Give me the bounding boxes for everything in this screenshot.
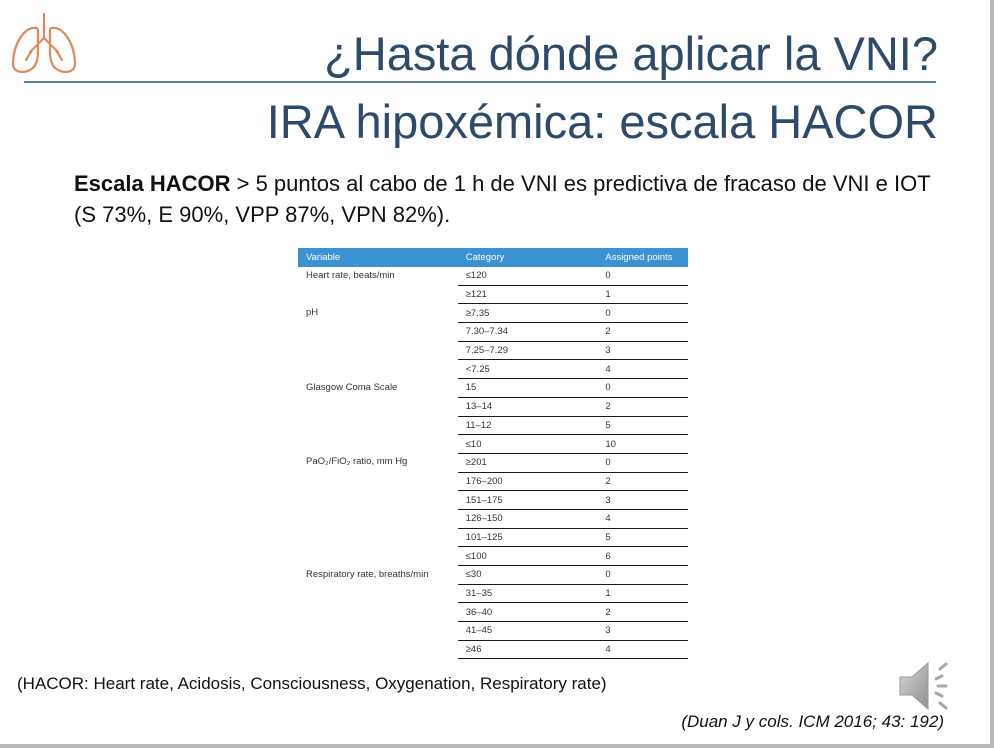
table-header-row (298, 248, 688, 267)
header-points: Assigned points (597, 248, 688, 267)
lungs-icon (8, 10, 80, 78)
category-cell: 101–125 (458, 528, 598, 547)
points-cell: 3 (597, 341, 688, 360)
table-row (298, 453, 688, 472)
table-row (298, 379, 688, 398)
category-cell: ≥46 (458, 640, 598, 659)
points-cell: 3 (597, 622, 688, 641)
points-cell: 4 (597, 360, 688, 379)
points-cell: 5 (597, 416, 688, 435)
variable-cell: Glasgow Coma Scale (306, 381, 398, 393)
footnote: (HACOR: Heart rate, Acidosis, Consciousness, Oxygenation, Respiratory rate) (17, 674, 607, 693)
variable-cell: PaO₂/FiO₂ ratio, mm Hg (306, 456, 408, 468)
points-cell: 0 (597, 453, 688, 472)
points-cell: 4 (597, 509, 688, 528)
points-cell: 4 (597, 640, 688, 659)
category-cell: <7.25 (458, 360, 598, 379)
slide-right-border (990, 0, 994, 748)
category-cell: 31–35 (458, 584, 598, 603)
citation: (Duan J y cols. ICM 2016; 43: 192) (681, 712, 944, 731)
category-cell: 13–14 (458, 397, 598, 416)
category-cell: 7.25–7.29 (458, 341, 598, 360)
points-cell: 2 (597, 323, 688, 342)
intro-text: > 5 puntos al cabo de 1 h de VNI es predictiva de fracaso de VNI e IOT (S 73%, E 90%, VPP 87%, VPN 82%). (74, 171, 931, 227)
slide-bottom-border (0, 744, 994, 748)
category-cell: 11–12 (458, 416, 598, 435)
header-variable: Variable (298, 248, 458, 267)
variable-cell: Respiratory rate, breaths/min (306, 568, 429, 580)
variable-cell: Heart rate, beats/min (306, 270, 395, 281)
category-cell: 7.30–7.34 (458, 323, 598, 342)
category-cell: 126–150 (458, 509, 598, 528)
points-cell: 0 (597, 304, 688, 323)
slide-title-line1: ¿Hasta dónde aplicar la VNI? (324, 27, 938, 80)
points-cell: 0 (597, 379, 688, 398)
category-cell: ≥201 (458, 453, 598, 472)
points-cell: 2 (597, 397, 688, 416)
points-cell: 5 (597, 528, 688, 547)
hacor-table (298, 248, 688, 659)
points-cell: 1 (597, 584, 688, 603)
points-cell: 6 (597, 547, 688, 566)
category-cell: 36–40 (458, 603, 598, 622)
points-cell: 3 (597, 491, 688, 510)
header-category: Category (458, 248, 598, 267)
speaker-icon[interactable] (894, 655, 958, 717)
category-cell: 15 (458, 379, 598, 398)
category-cell: ≥7.35 (458, 304, 598, 323)
variable-cell: pH (306, 306, 319, 318)
table-body (298, 267, 688, 659)
table-row (298, 304, 688, 323)
intro-paragraph (74, 168, 934, 230)
category-cell: 41–45 (458, 622, 598, 641)
points-cell: 2 (597, 603, 688, 622)
points-cell: 10 (597, 435, 688, 454)
category-cell: ≤10 (458, 435, 598, 454)
points-cell: 0 (597, 566, 688, 585)
points-cell: 0 (597, 267, 688, 285)
category-cell: ≥121 (458, 285, 598, 304)
category-cell: ≤100 (458, 547, 598, 566)
table-row (298, 267, 688, 285)
intro-bold-term: Escala HACOR (74, 171, 231, 196)
slide-title-line2: IRA hipoxémica: escala HACOR (266, 95, 938, 148)
table-row (298, 566, 688, 585)
points-cell: 1 (597, 285, 688, 304)
category-cell: 176–200 (458, 472, 598, 491)
category-cell: 151–175 (458, 491, 598, 510)
category-cell: ≤120 (458, 267, 598, 285)
points-cell: 2 (597, 472, 688, 491)
category-cell: ≤30 (458, 566, 598, 585)
